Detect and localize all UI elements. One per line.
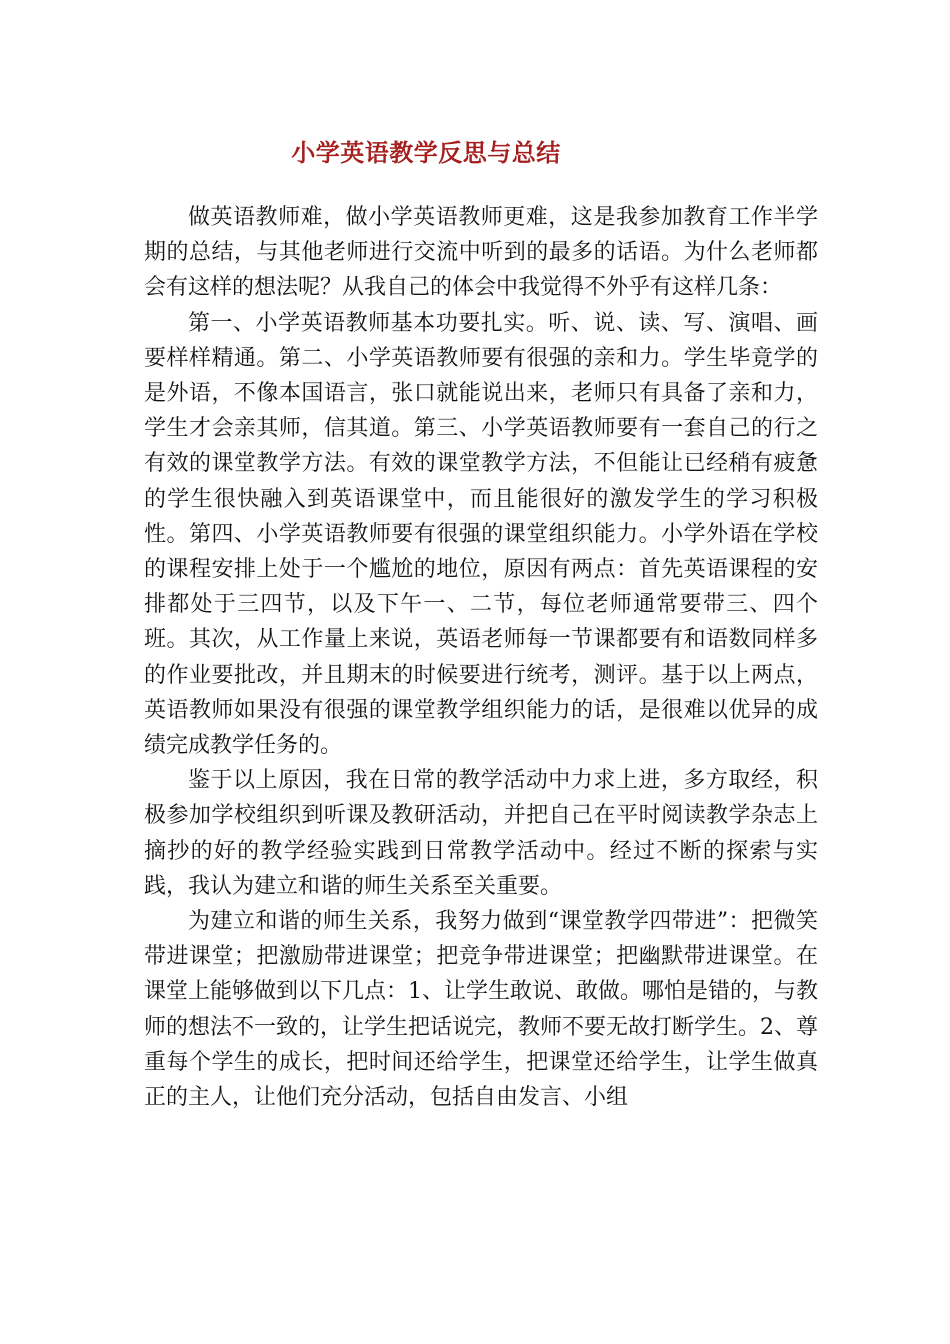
paragraph: 为建立和谐的师生关系，我努力做到“课堂教学四带进”：把微笑带进课堂；把激励带进课堂；把竞争带进课堂；把幽默带进课堂。在课堂上能够做到以下几点：1、让学生敢说、敢做。哪怕是错的，与教师的想法不一致的，让学生把话说完，教师不要无故打断学生。2、尊重每个学生的成长，把时间还给学生，把课堂还给学生，让学生做真正的主人，让他们充分活动，包括自由发言、小组: [144, 909, 818, 1111]
document-title: 小学英语教学反思与总结: [291, 138, 561, 167]
document-body: [144, 200, 818, 1115]
paragraph: 鉴于以上原因，我在日常的教学活动中力求上进，多方取经，积极参加学校组织到听课及教研活动，并把自己在平时阅读教学杂志上摘抄的好的教学经验实践到日常教学活动中。经过不断的探索与实践，我认为建立和谐的师生关系至关重要。: [144, 768, 818, 899]
paragraph: 第一、小学英语教师基本功要扎实。听、说、读、写、演唱、画要样样精通。第二、小学英语教师要有很强的亲和力。学生毕竟学的是外语，不像本国语言，张口就能说出来，老师只有具备了亲和力，学生才会亲其师，信其道。第三、小学英语教师要有一套自己的行之有效的课堂教学方法。有效的课堂教学方法，不但能让已经稍有疲惫的学生很快融入到英语课堂中，而且能很好的激发学生的学习积极性。第四、小学英语教师要有很强的课堂组织能力。小学外语在学校的课程安排上处于一个尴尬的地位，原因有两点：首先英语课程的安排都处于三四节，以及下午一、二节，每位老师通常要带三、四个班。其次，从工作量上来说，英语老师每一节课都要有和语数同样多的作业要批改，并且期末的时候要进行统考，测评。基于以上两点，英语教师如果没有很强的课堂教学组织能力的话，是很难以优异的成绩完成教学任务的。: [144, 310, 818, 759]
paragraph: 做英语教师难，做小学英语教师更难，这是我参加教育工作半学期的总结，与其他老师进行交流中听到的最多的话语。为什么老师都会有这样的想法呢？从我自己的体会中我觉得不外乎有这样几条：: [144, 205, 818, 301]
